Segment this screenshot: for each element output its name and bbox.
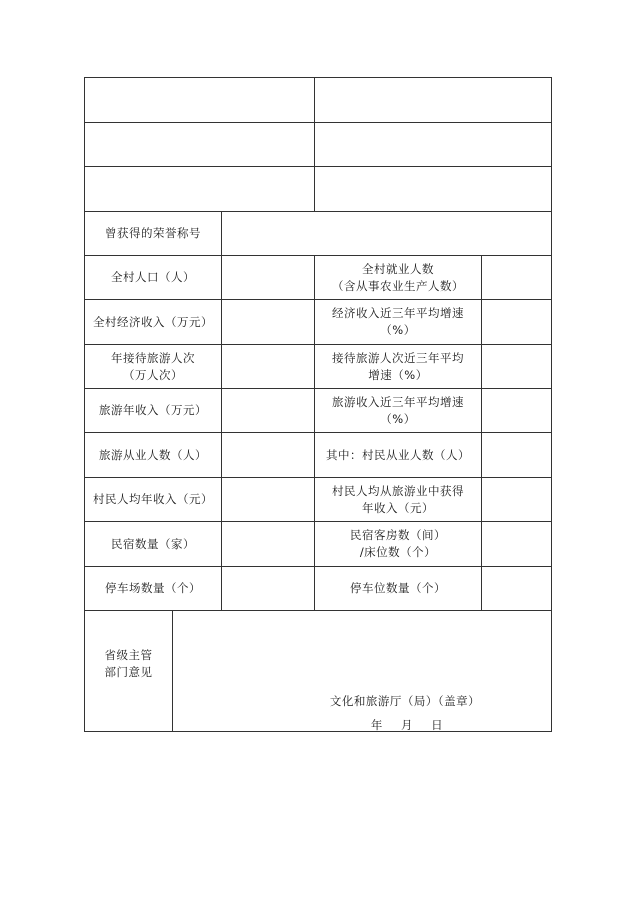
tourism-employees-value[interactable] [222, 433, 315, 477]
blank-row-1 [85, 78, 551, 123]
blank-row-3 [85, 167, 551, 212]
tourist-visits-value[interactable] [222, 345, 315, 388]
honor-label: 曾获得的荣誉称号 [85, 212, 222, 255]
visits-growth-label [315, 345, 482, 388]
homestay-rooms-label-line-1: 民宿客房数（间） [350, 528, 446, 542]
population-row [85, 256, 551, 300]
economic-growth-label-line-2: （%） [380, 323, 416, 337]
tourist-visits-label [85, 345, 222, 388]
employment-label [315, 256, 482, 299]
tourism-per-capita-label-line-1: 村民人均从旅游业中获得 [332, 483, 464, 498]
villager-employees-value[interactable] [482, 433, 551, 477]
parking-space-value[interactable] [482, 567, 551, 610]
opinion-label-line-2: 部门意见 [104, 665, 153, 679]
economic-income-label: 全村经济收入（万元） [85, 300, 222, 344]
blank-cell[interactable] [85, 167, 315, 211]
parking-space-label: 停车位数量（个） [315, 567, 482, 610]
per-capita-income-row [85, 478, 551, 522]
per-capita-income-label: 村民人均年收入（元） [85, 478, 222, 521]
employment-label-line-1: 全村就业人数 [362, 261, 434, 276]
parking-lot-label: 停车场数量（个） [85, 567, 222, 610]
visits-growth-label-line-2: 增速（%） [368, 367, 428, 382]
tourism-growth-label-line-2: （%） [380, 411, 416, 426]
date-text: 年 月 日 [370, 718, 444, 732]
honor-value[interactable] [222, 212, 551, 255]
economic-income-row [85, 300, 551, 345]
opinion-content-area[interactable] [173, 611, 551, 731]
tourism-per-capita-label [315, 478, 482, 521]
parking-lot-value[interactable] [222, 567, 315, 610]
tourism-growth-label-line-1: 旅游收入近三年平均增速 [332, 394, 464, 409]
economic-growth-label [315, 300, 482, 344]
economic-income-value[interactable] [222, 300, 315, 344]
homestay-rooms-label-line-2: /床位数（个） [359, 545, 437, 559]
tourism-income-label: 旅游年收入（万元） [85, 389, 222, 432]
visits-growth-value[interactable] [482, 345, 551, 388]
homestay-rooms-label [315, 522, 482, 566]
tourist-visits-label-line-2: （万人次） [123, 367, 183, 382]
homestay-rooms-value[interactable] [482, 522, 551, 566]
opinion-label-line-1: 省级主管 [104, 648, 153, 662]
economic-growth-label-line-1: 经济收入近三年平均增速 [332, 306, 464, 320]
tourism-growth-value[interactable] [482, 389, 551, 432]
blank-cell[interactable] [315, 78, 551, 122]
blank-cell[interactable] [85, 123, 315, 166]
economic-growth-value[interactable] [482, 300, 551, 344]
villager-employees-label: 其中：村民从业人数（人） [315, 433, 482, 477]
homestay-row [85, 522, 551, 567]
opinion-label [85, 611, 173, 731]
parking-row [85, 567, 551, 611]
population-label: 全村人口（人） [85, 256, 222, 299]
opinion-row [85, 611, 551, 731]
application-form-table [84, 77, 552, 732]
employment-label-line-2: （含从事农业生产人数） [332, 278, 464, 293]
tourism-employees-row [85, 433, 551, 478]
tourism-per-capita-value[interactable] [482, 478, 551, 521]
blank-cell[interactable] [315, 123, 551, 166]
population-value[interactable] [222, 256, 315, 299]
tourism-income-value[interactable] [222, 389, 315, 432]
honor-row [85, 212, 551, 256]
per-capita-income-value[interactable] [222, 478, 315, 521]
tourist-visits-row [85, 345, 551, 389]
visits-growth-label-line-1: 接待旅游人次近三年平均 [332, 350, 464, 365]
employment-value[interactable] [482, 256, 551, 299]
tourism-income-row [85, 389, 551, 433]
seal-text: 文化和旅游厅（局）（盖章） [329, 694, 481, 708]
blank-row-2 [85, 123, 551, 167]
tourism-employees-label: 旅游从业人数（人） [85, 433, 222, 477]
tourist-visits-label-line-1: 年接待旅游人次 [111, 350, 195, 365]
tourism-per-capita-label-line-2: 年收入（元） [362, 500, 434, 515]
homestay-count-label: 民宿数量（家） [85, 522, 222, 566]
tourism-growth-label [315, 389, 482, 432]
homestay-count-value[interactable] [222, 522, 315, 566]
blank-cell[interactable] [315, 167, 551, 211]
blank-cell[interactable] [85, 78, 315, 122]
